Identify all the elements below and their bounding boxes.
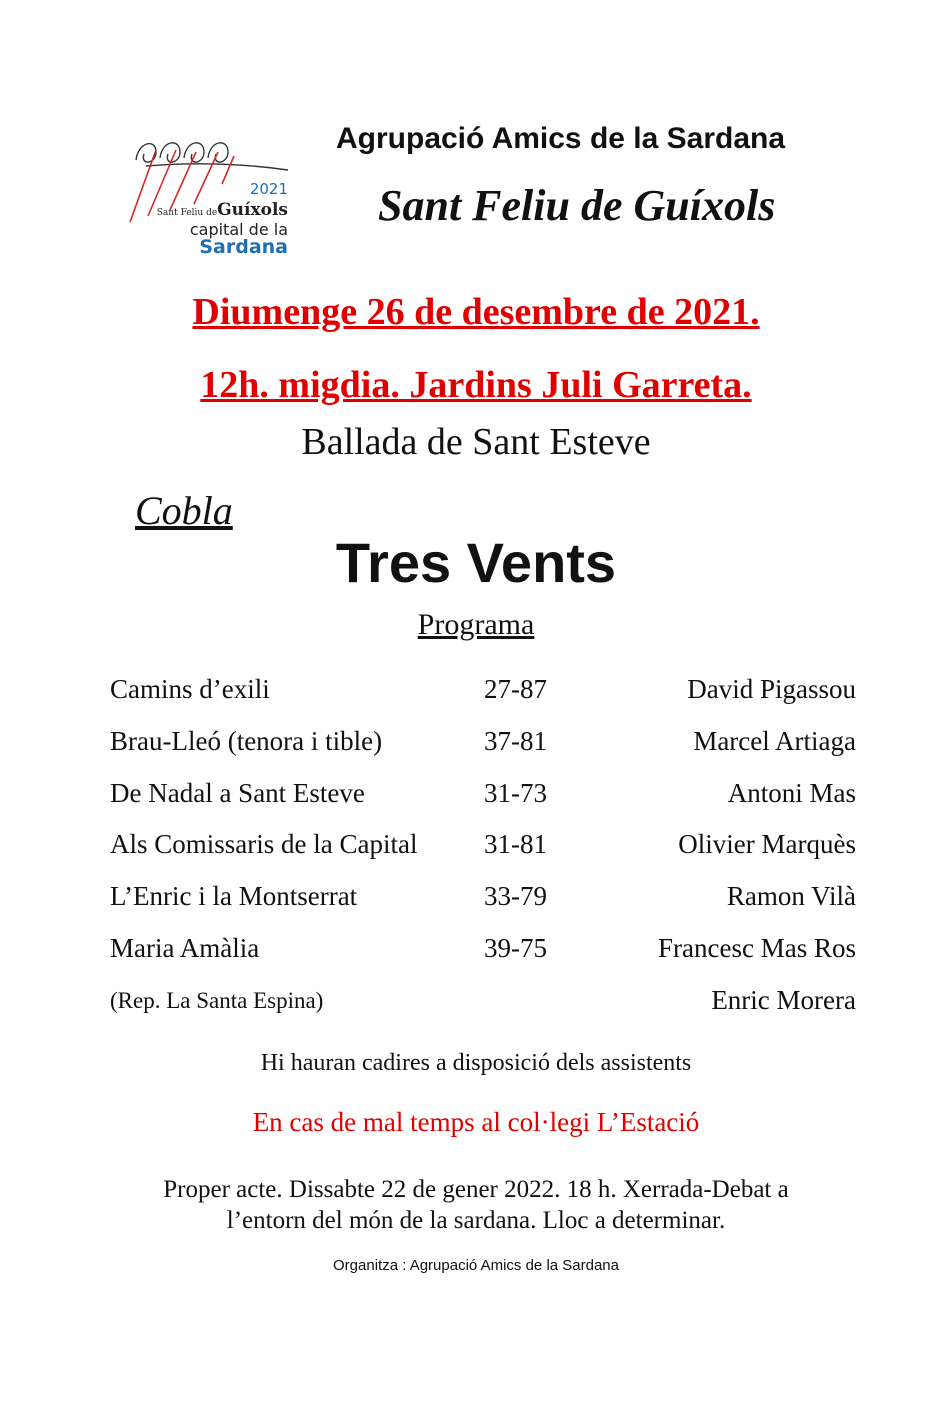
next-event-line-2: l’entorn del món de la sardana. Lloc a determinar. — [226, 1207, 726, 1234]
sardana-tempo: 37-81 — [484, 726, 547, 756]
programa-heading: Programa — [417, 608, 535, 641]
capital-sardana-logo — [126, 130, 296, 262]
programa-row — [110, 881, 856, 933]
programa-row — [110, 933, 856, 985]
sardana-author: David Pigassou — [687, 674, 856, 704]
organization-name: Agrupació Amics de la Sardana — [336, 122, 786, 155]
sardana-author: Enric Morera — [711, 985, 856, 1015]
sardana-title: De Nadal a Sant Esteve — [110, 778, 365, 808]
logo-city-prefix: Sant Feliu de — [156, 208, 218, 218]
sardana-tempo: 27-87 — [484, 674, 547, 704]
next-event-note — [0, 1174, 952, 1236]
city-name: Sant Feliu de Guíxols — [378, 181, 776, 230]
sardana-title: Brau-Lleó (tenora i tible) — [110, 726, 383, 756]
sardana-author: Marcel Artiaga — [693, 726, 856, 756]
sardana-author: Ramon Vilà — [726, 881, 856, 911]
sardana-tempo: 39-75 — [484, 933, 547, 963]
logo-city-name: Guíxols — [217, 200, 288, 220]
organizer-credit: Organitza : Agrupació Amics de la Sardana — [333, 1257, 619, 1274]
cobla-name: Tres Vents — [335, 531, 617, 594]
logo-sardana-line: Sardana — [199, 236, 288, 258]
sardana-author: Antoni Mas — [727, 778, 856, 808]
chairs-note: Hi hauran cadires a disposició dels assistents — [260, 1050, 692, 1076]
programa-row — [110, 674, 856, 726]
event-time-place: 12h. migdia. Jardins Juli Garreta. — [200, 364, 752, 406]
sardana-tempo: 33-79 — [484, 881, 547, 911]
sardana-title: Als Comissaris de la Capital — [110, 829, 418, 859]
sardana-author: Francesc Mas Ros — [658, 933, 856, 963]
sardana-tempo: 31-81 — [484, 829, 547, 859]
cobla-label: Cobla — [135, 488, 233, 533]
bad-weather-note: En cas de mal temps al col·legi L’Estació — [252, 1107, 700, 1137]
sardana-title: Camins d’exili — [110, 674, 270, 704]
programa-row — [110, 778, 856, 830]
logo-capital-line: capital de la — [189, 220, 288, 239]
logo-year: 2021 — [249, 180, 288, 198]
sardana-title: L’Enric i la Montserrat — [110, 881, 358, 911]
sardana-title: (Rep. La Santa Espina) — [110, 988, 324, 1013]
sardana-title: Maria Amàlia — [110, 933, 260, 963]
sardana-tempo: 31-73 — [484, 778, 547, 808]
event-title: Ballada de Sant Esteve — [301, 421, 651, 463]
event-date: Diumenge 26 de desembre de 2021. — [192, 291, 760, 333]
logo-city — [157, 200, 288, 220]
programa-row — [110, 829, 856, 881]
programa-row — [110, 726, 856, 778]
sardana-author: Olivier Marquès — [678, 829, 856, 859]
programa-row — [110, 985, 856, 1037]
next-event-line-1: Proper acte. Dissabte 22 de gener 2022. 18 h. Xerrada-Debat a — [163, 1176, 789, 1203]
